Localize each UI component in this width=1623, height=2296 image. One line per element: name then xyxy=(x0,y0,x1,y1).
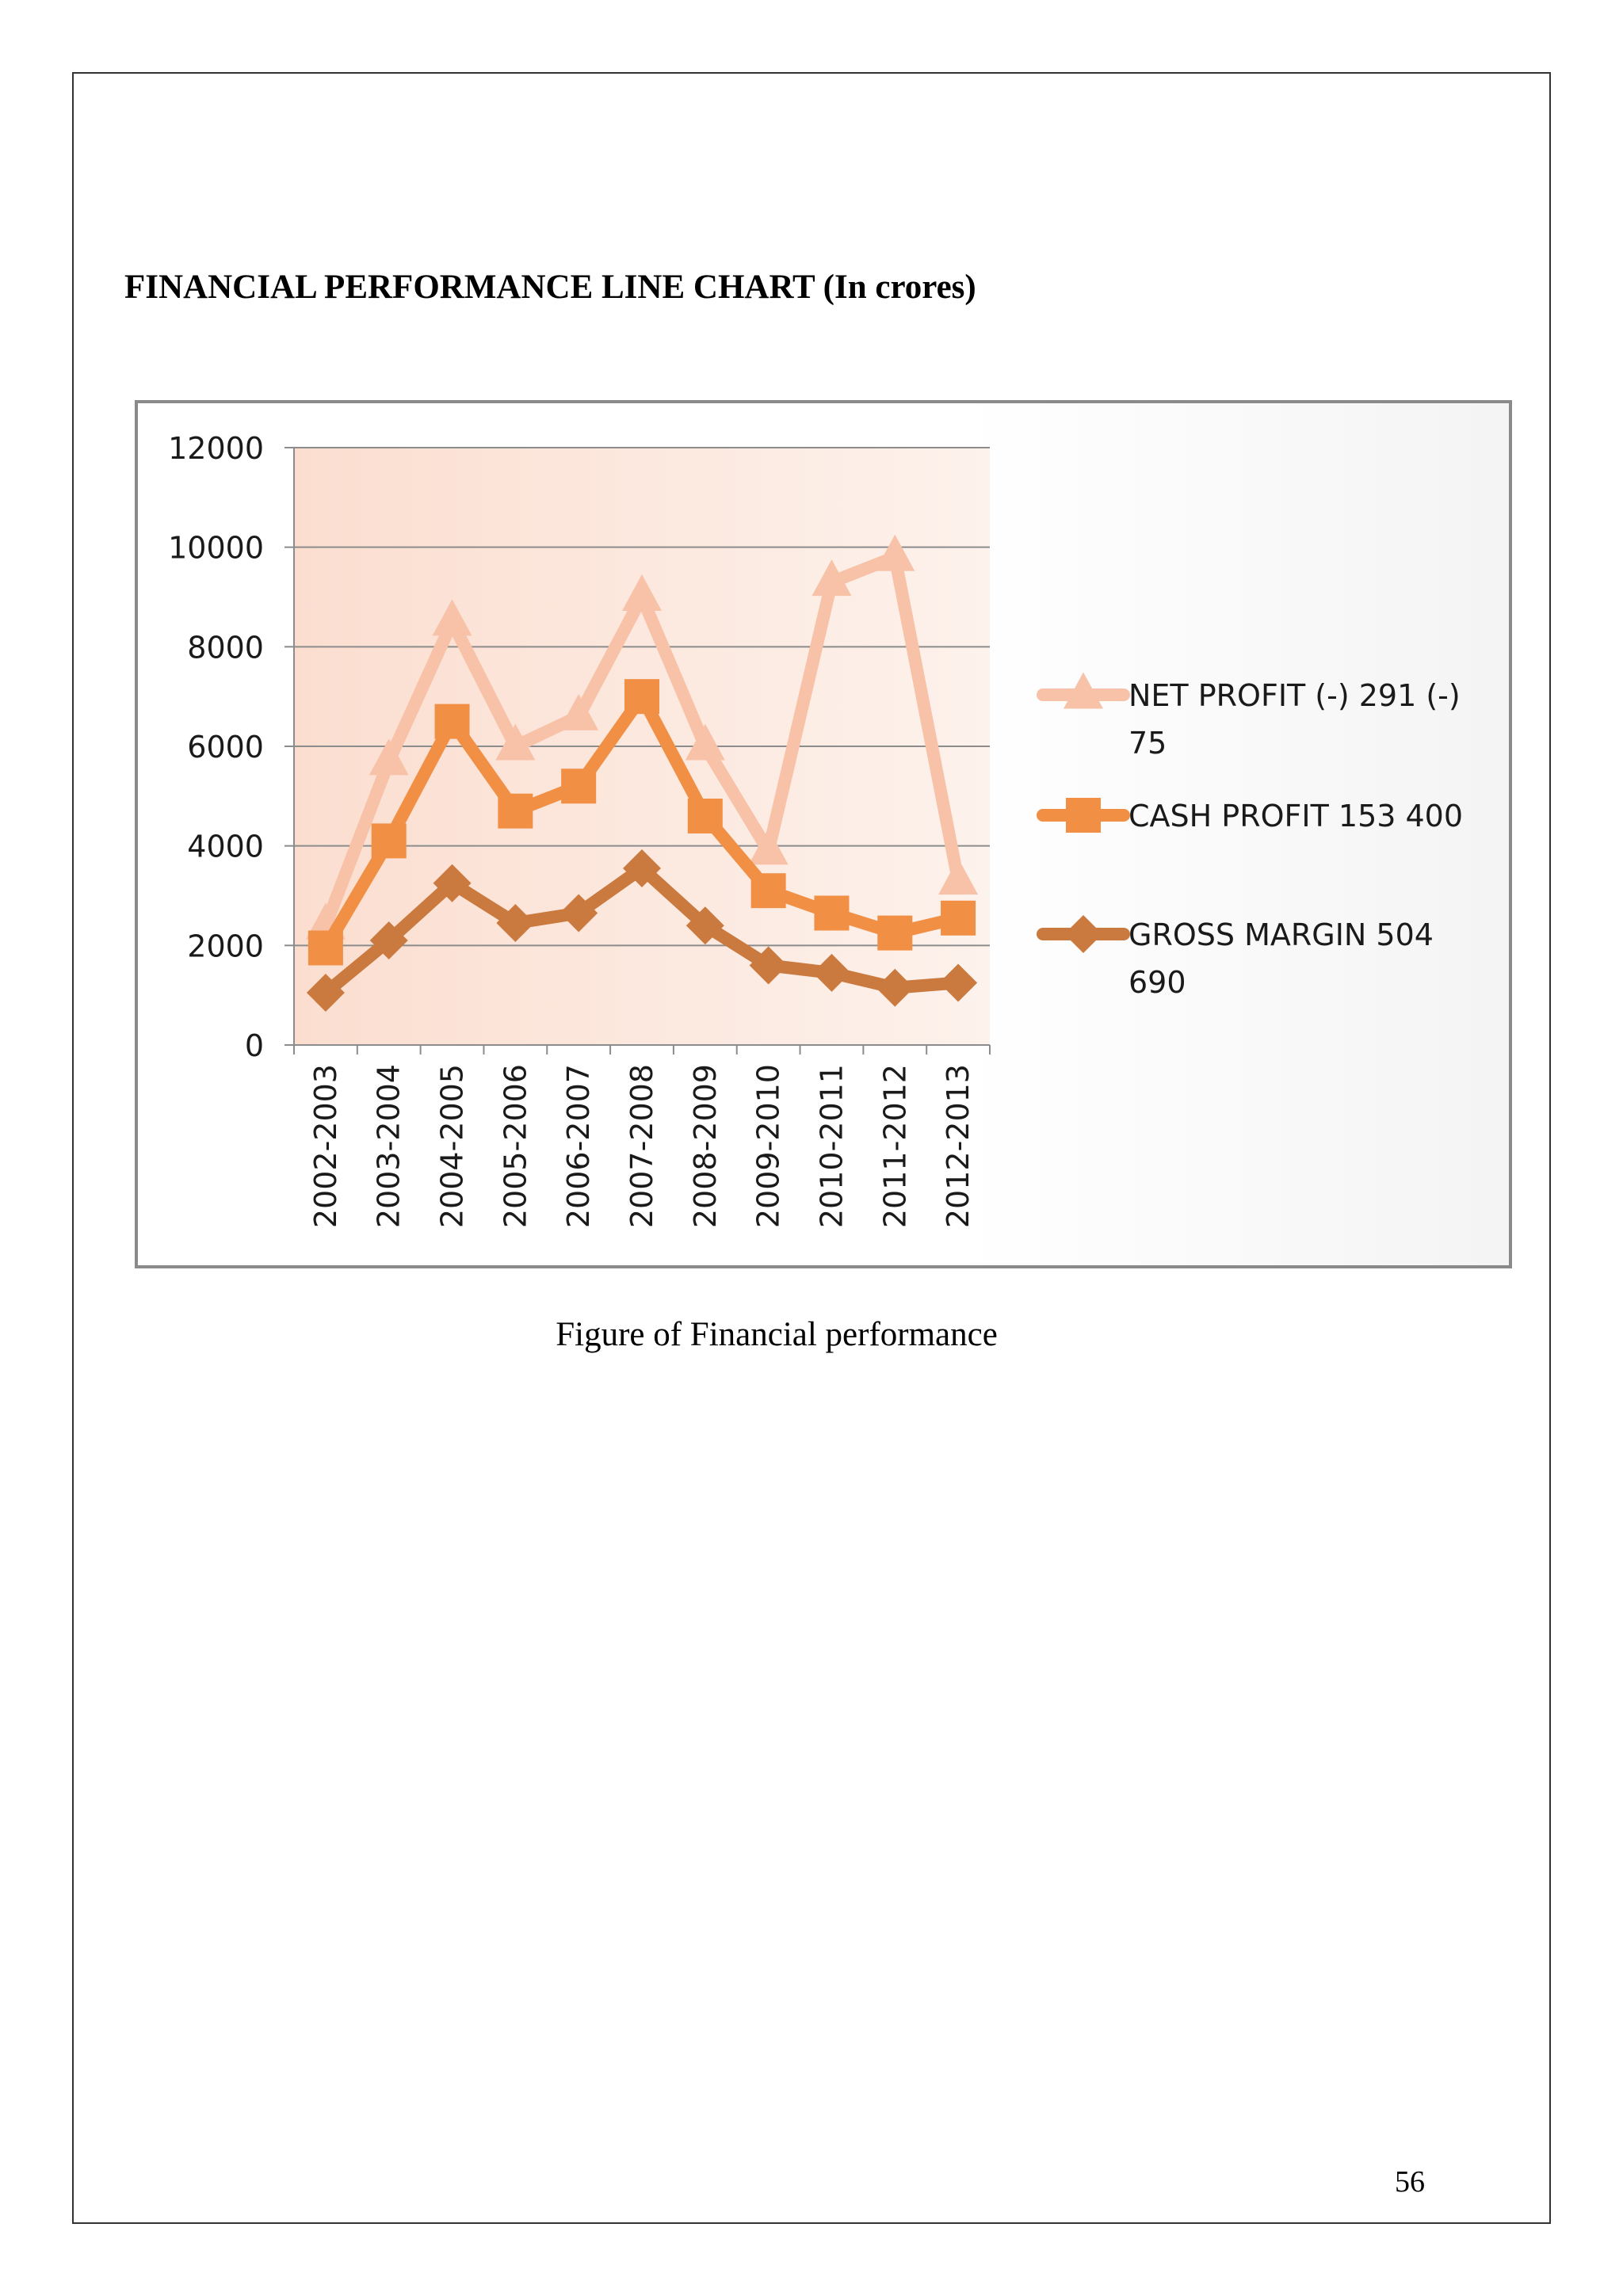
data-point-square xyxy=(624,679,659,714)
data-point-square xyxy=(308,930,343,965)
data-point-square xyxy=(372,823,407,858)
y-tick-label: 2000 xyxy=(187,929,264,964)
x-tick-label: 2002-2003 xyxy=(307,1064,343,1229)
legend-label: GROSS MARGIN 504 xyxy=(1128,917,1434,952)
x-tick-label: 2010-2011 xyxy=(814,1064,850,1229)
x-tick-label: 2005-2006 xyxy=(498,1064,533,1229)
data-point-square xyxy=(435,704,470,739)
y-tick-label: 0 xyxy=(244,1028,264,1063)
x-tick-label: 2011-2012 xyxy=(877,1064,913,1229)
x-tick-label: 2008-2009 xyxy=(687,1064,723,1229)
data-point-square xyxy=(877,916,912,951)
page-number: 56 xyxy=(1395,2165,1425,2199)
x-tick-label: 2006-2007 xyxy=(561,1064,597,1229)
page-heading: FINANCIAL PERFORMANCE LINE CHART (In crores) xyxy=(124,269,976,306)
data-point-square xyxy=(1066,798,1101,833)
data-point-square xyxy=(688,799,723,833)
data-point-square xyxy=(498,794,533,829)
data-point-square xyxy=(751,873,786,908)
y-tick-label: 10000 xyxy=(168,530,264,566)
figure-caption: Figure of Financial performance xyxy=(556,1316,998,1353)
legend-label: NET PROFIT (-) 291 (-) xyxy=(1128,678,1461,713)
data-point-square xyxy=(814,895,849,930)
legend-label: CASH PROFIT 153 400 xyxy=(1128,799,1464,833)
x-tick-label: 2007-2008 xyxy=(624,1064,659,1229)
x-tick-label: 2004-2005 xyxy=(434,1064,470,1229)
y-tick-label: 6000 xyxy=(187,730,264,765)
chart-frame xyxy=(135,400,1512,1268)
y-tick-label: 8000 xyxy=(187,630,264,666)
legend-label: 75 xyxy=(1128,726,1167,761)
legend-label: 690 xyxy=(1128,965,1186,1000)
data-point-square xyxy=(941,901,976,936)
y-tick-label: 4000 xyxy=(187,829,264,864)
line-chart xyxy=(138,403,1509,1265)
y-tick-label: 12000 xyxy=(168,431,264,466)
x-tick-label: 2009-2010 xyxy=(750,1064,786,1229)
x-tick-label: 2003-2004 xyxy=(371,1064,407,1229)
data-point-square xyxy=(561,769,596,803)
x-tick-label: 2012-2013 xyxy=(941,1064,976,1229)
